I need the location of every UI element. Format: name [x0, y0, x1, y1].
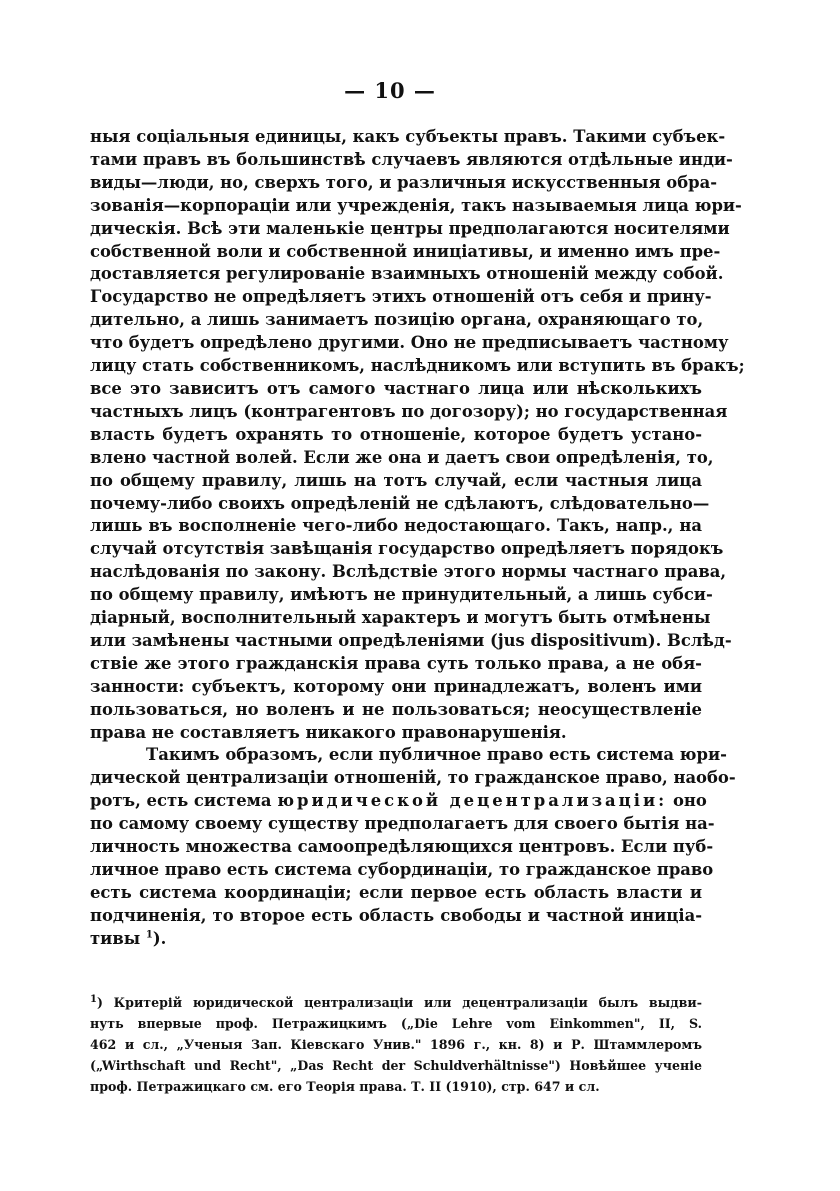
paragraph-1-line: влено частной волей. Если же она и даетъ свои опредѣленія, то, — [90, 447, 714, 467]
paragraph-1-line: власть будетъ охранять то отношеніе, которое будетъ устано- — [90, 424, 702, 444]
paragraph-1-line: почему-либо своихъ опредѣленій не сдѣлаютъ, слѣдовательно— — [90, 493, 710, 513]
paragraph-1-line: наслѣдованія по закону. Вслѣдствіе этого нормы частнаго права, — [90, 562, 727, 582]
paragraph-1-line: діарный, восполнительный характеръ и могутъ быть отмѣнены — [90, 608, 711, 628]
paragraph-1 — [90, 126, 745, 744]
paragraph-1-line: или замѣнены частными опредѣленіями (jus dispositivum). Вслѣд- — [90, 630, 732, 650]
paragraph-1-line: Государство не опредѣляетъ этихъ отношеній отъ себя и прину- — [90, 287, 712, 307]
footnote — [90, 992, 702, 1097]
paragraph-2-line: по самому своему существу предполагаетъ для своего бытія на- — [90, 814, 715, 834]
footnote-line: проф. Петражицкаго см. его Теорія права. Т. II (1910), стр. 647 и сл. — [90, 1079, 600, 1094]
paragraph-1-line: собственной воли и собственной иниціативы, и именно имъ пре- — [90, 241, 721, 261]
last-line-end: ). — [152, 928, 167, 948]
paragraph-1-line: зованія—корпораціи или учрежденія, такъ называемыя лица юри- — [90, 195, 742, 215]
paragraph-1-line: по общему правилу, имѣютъ не принудительный, а лишь субси- — [90, 585, 713, 605]
paragraph-1-line: тами правъ въ большинствѣ случаевъ являются отдѣльные инди- — [90, 149, 733, 169]
paragraph-1-line: права не составляетъ никакого правонарушенія. — [90, 722, 567, 742]
paragraph-1-line: все это зависитъ отъ самого частнаго лица или нѣсколькихъ — [90, 378, 702, 398]
footnote-reference[interactable]: 1 — [145, 929, 153, 941]
emphasis-prefix: ротъ, есть система — [90, 791, 272, 811]
footnote-lines — [90, 992, 702, 1097]
paragraph-1-line: пользоваться, но воленъ и не пользоваться; неосуществленіе — [90, 699, 702, 719]
paragraph-1-line: что будетъ опредѣлено другими. Оно не предписываетъ частному — [90, 333, 729, 353]
paragraph-2-line: подчиненія, то второе есть область свободы и частной иниціа- — [90, 905, 702, 925]
paragraph-1-line: дительно, а лишь занимаетъ позицію органа, охраняющаго то, — [90, 310, 704, 330]
emphasis-spaced-term: юридической децентрализаціи: — [277, 791, 668, 811]
paragraph-1-line: занности: субъектъ, которому они принадлежатъ, воленъ ими — [90, 676, 702, 696]
page-number: — 10 — — [344, 78, 436, 103]
paragraph-1-line: лишь въ восполненіе чего-либо недостающаго. Такъ, напр., на — [90, 516, 702, 536]
paragraph-1-line: ствіе же этого гражданскія права суть только права, а не обя- — [90, 653, 702, 673]
paragraph-1-line: частныхъ лицъ (контрагентовъ по догозору); но государственная — [90, 401, 728, 421]
paragraph-2-line: личное право есть система субординаціи, то гражданское право — [90, 860, 714, 879]
paragraph-1-line: по общему правилу, лишь на тотъ случай, если частныя лица — [90, 470, 702, 490]
body-text — [90, 126, 745, 951]
footnote-line — [90, 992, 702, 1013]
footnote-line: нуть впервые проф. Петражицкимъ („Die Lehre vom Einkommen", II, S. — [90, 1016, 702, 1031]
paragraph-2-line: дической централизаціи отношеній, то гражданское право, наобо- — [90, 768, 736, 788]
emphasis-suffix: оно — [672, 791, 707, 811]
footnote-line: („Wirthschaft und Recht", „Das Recht der Schuldverhältnisse") Новѣйшее ученіе — [90, 1058, 702, 1073]
paragraph-2-line: личность множества самоопредѣляющихся центровъ. Если пуб- — [90, 837, 714, 857]
paragraph-1-line: ныя соціальныя единицы, какъ субъекты правъ. Такими субъек- — [90, 127, 726, 146]
paragraph-2-line-emphasis — [90, 790, 707, 813]
paragraph-2 — [90, 744, 736, 950]
paragraph-1-line: дическія. Всѣ эти маленькіе центры предполагаются носителями — [90, 218, 730, 238]
last-line-text: тивы — [90, 928, 146, 948]
paragraph-1-line: виды—люди, но, сверхъ того, и различныя искусственныя обра- — [90, 172, 718, 192]
footnote-marker: 1 — [90, 993, 97, 1005]
paragraph-2-line: есть система координаціи; если первое есть область власти и — [90, 882, 702, 902]
footnote-line: 462 и сл., „Ученыя Зап. Кіевскаго Унив." 1896 г., кн. 8) и Р. Штаммлеромъ — [90, 1037, 702, 1052]
paragraph-1-line: случай отсутствія завѣщанія государство опредѣляетъ порядокъ — [90, 539, 724, 559]
paragraph-1-line: лицу стать собственникомъ, наслѣдникомъ или вступить въ бракъ; — [90, 356, 745, 376]
footnote-text: ) Критерій юридической централизаціи или децентрализаціи былъ выдви- — [96, 995, 702, 1010]
paragraph-2-last-line — [90, 928, 702, 951]
paragraph-2-line: Такимъ образомъ, если публичное право есть система юри- — [146, 745, 727, 765]
paragraph-1-line: доставляется регулированіе взаимныхъ отношеній между собой. — [90, 264, 724, 284]
